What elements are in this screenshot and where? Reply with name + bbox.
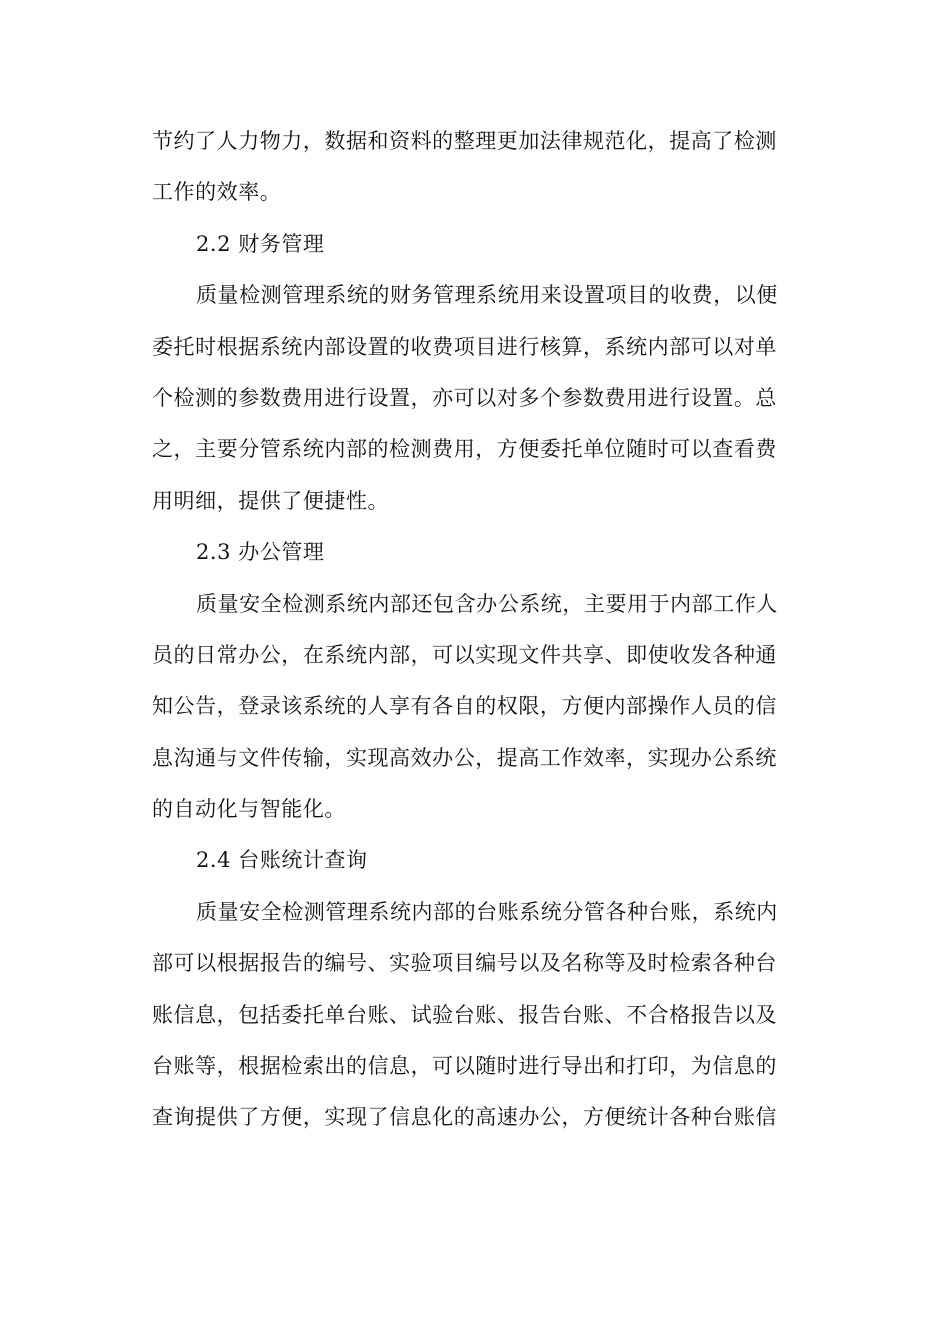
paragraph-line: 个检测的参数费用进行设置，亦可以对多个参数费用进行设置。总: [152, 385, 777, 410]
paragraph-line: 的自动化与智能化。: [152, 797, 346, 822]
paragraph-line: 查询提供了方便，实现了信息化的高速办公，方便统计各种台账信: [152, 1105, 777, 1130]
paragraph-line: 账信息，包括委托单台账、试验台账、报告台账、不合格报告以及: [152, 1002, 777, 1027]
section-heading-finance: 2.2 财务管理: [196, 231, 325, 256]
paragraph-line: 质量检测管理系统的财务管理系统用来设置项目的收费，以便: [196, 283, 778, 308]
paragraph-line: 委托时根据系统内部设置的收费项目进行核算，系统内部可以对单: [152, 334, 777, 359]
paragraph-line: 息沟通与文件传输，实现高效办公，提高工作效率，实现办公系统: [152, 745, 777, 770]
paragraph-line: 用明细，提供了便捷性。: [152, 488, 390, 513]
paragraph-line: 员的日常办公，在系统内部，可以实现文件共享、即使收发各种通: [152, 642, 777, 667]
document-body: [152, 116, 800, 1144]
paragraph-line: 部可以根据报告的编号、实验项目编号以及名称等及时检索各种台: [152, 951, 777, 976]
paragraph-line: 质量安全检测系统内部还包含办公系统，主要用于内部工作人: [196, 591, 778, 616]
section-heading-ledger: 2.4 台账统计查询: [196, 848, 368, 873]
paragraph-line: 之，主要分管系统内部的检测费用，方便委托单位随时可以查看费: [152, 437, 777, 462]
paragraph-line: 工作的效率。: [152, 180, 282, 205]
paragraph-line: 节约了人力物力，数据和资料的整理更加法律规范化，提高了检测: [152, 129, 777, 153]
paragraph-line: 质量安全检测管理系统内部的台账系统分管各种台账，系统内: [196, 899, 778, 924]
paragraph-line: 台账等，根据检索出的信息，可以随时进行导出和打印，为信息的: [152, 1054, 777, 1079]
section-heading-office: 2.3 办公管理: [196, 540, 325, 565]
paragraph-line: 知公告，登录该系统的人享有各自的权限，方便内部操作人员的信: [152, 694, 777, 719]
